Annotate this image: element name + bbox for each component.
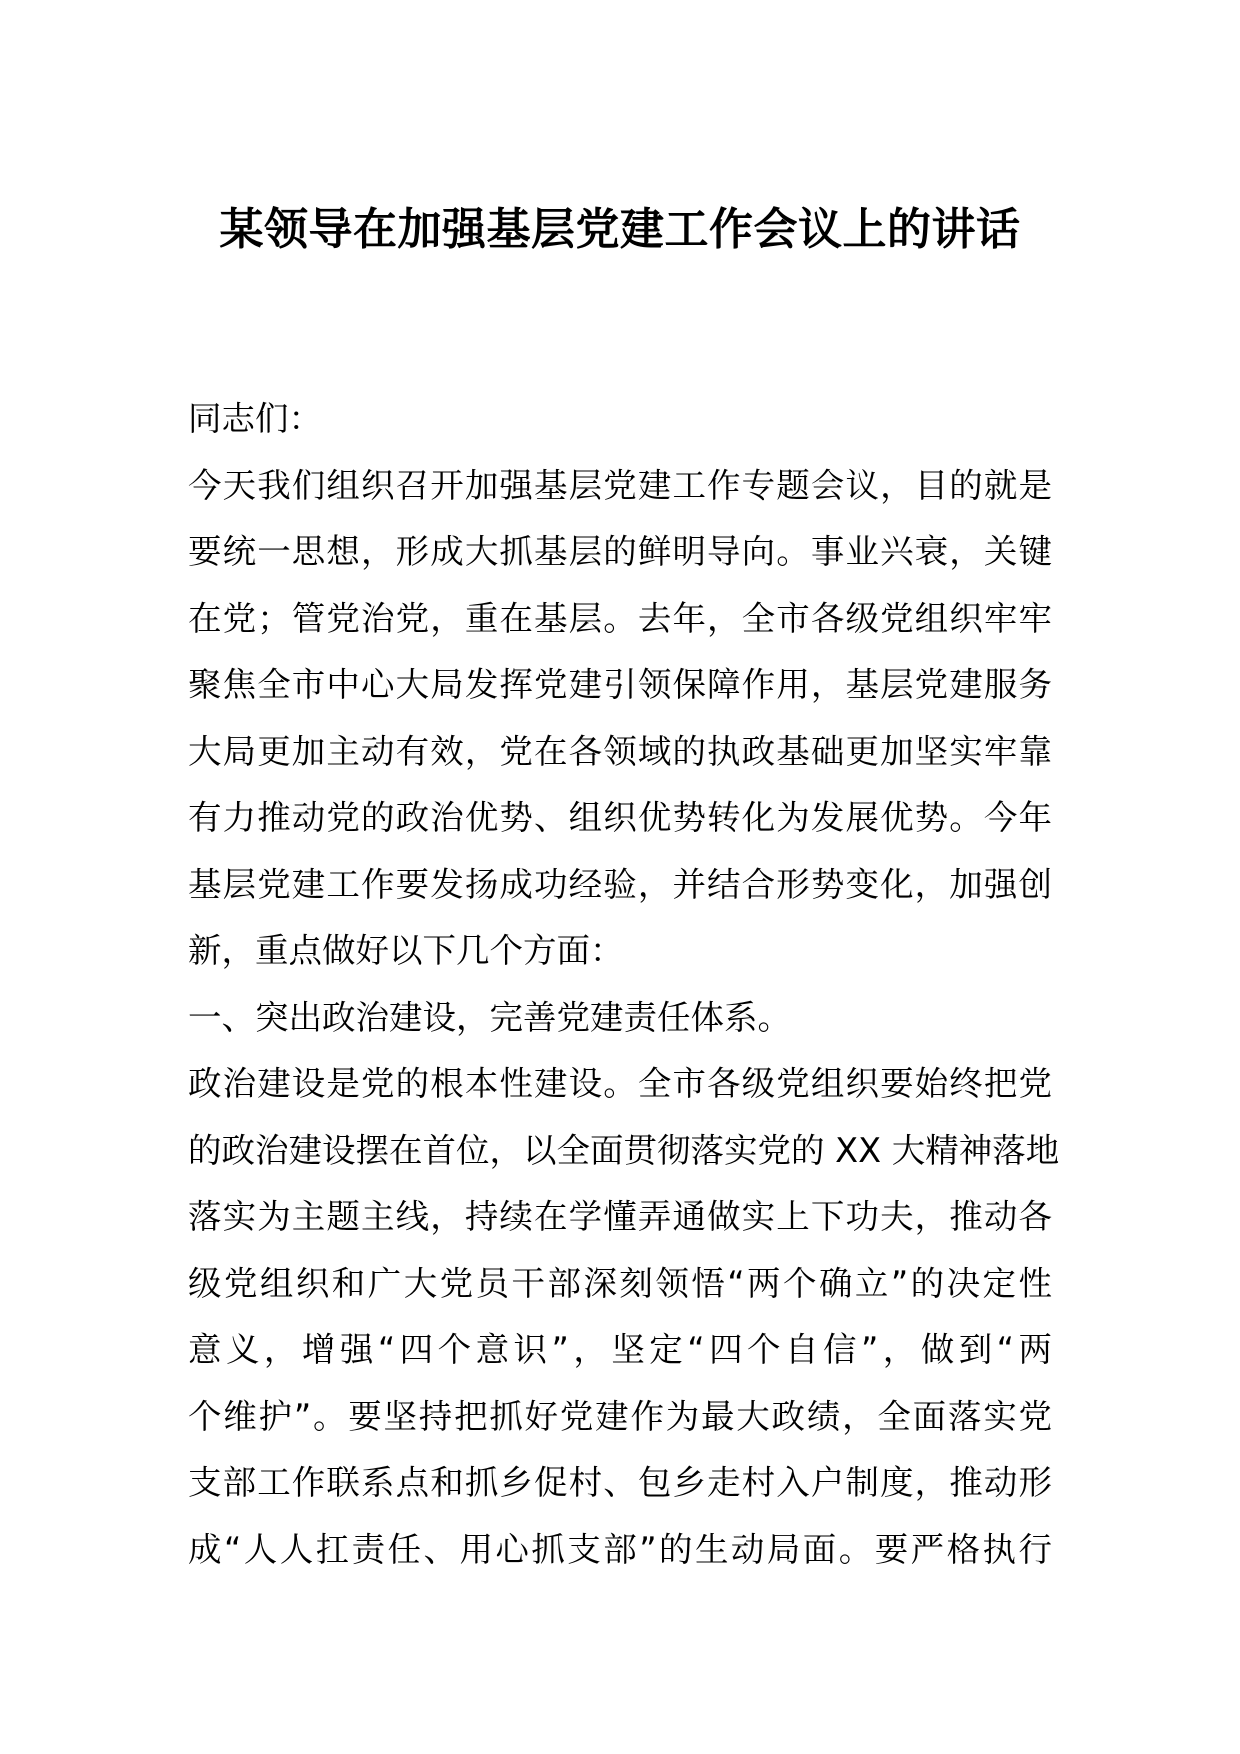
paragraph-line: 落实为主题主线，持续在学懂弄通做实上下功夫，推动各 [188, 1197, 1052, 1236]
paragraph-line: 意义，增强“四个意识”，坚定“四个自信”，做到“两 [188, 1330, 1052, 1369]
paragraph-line: 新，重点做好以下几个方面： [188, 931, 624, 970]
paragraph-line: 大局更加主动有效，党在各领域的执政基础更加坚实牢靠 [188, 731, 1052, 771]
paragraph-line: 成“人人扛责任、用心抓支部”的生动局面。要严格执行 [188, 1529, 1052, 1569]
document-title: 某领导在加强基层党建工作会议上的讲话 [219, 204, 1021, 255]
paragraph-line: 的政治建设摆在首位，以全面贯彻落实党的 XX 大精神落地 [188, 1130, 1060, 1170]
paragraph-line: 级党组织和广大党员干部深刻领悟“两个确立”的决定性 [188, 1263, 1052, 1303]
paragraph-line: 支部工作联系点和抓乡促村、包乡走村入户制度，推动形 [188, 1463, 1052, 1502]
paragraph-line: 基层党建工作要发扬成功经验，并结合形势变化，加强创 [188, 864, 1052, 904]
document-body [188, 386, 1060, 1583]
paragraph-line: 个维护”。要坚持把抓好党建作为最大政绩，全面落实党 [188, 1396, 1052, 1436]
paragraph-line: 要统一思想，形成大抓基层的鲜明导向。事业兴衰，关键 [188, 532, 1052, 571]
salutation-line: 同志们： [188, 399, 322, 438]
paragraph-line: 聚焦全市中心大局发挥党建引领保障作用，基层党建服务 [188, 665, 1052, 704]
paragraph-line: 有力推动党的政治优势、组织优势转化为发展优势。今年 [188, 798, 1052, 837]
paragraph-line: 政治建设是党的根本性建设。全市各级党组织要始终把党 [188, 1064, 1052, 1103]
paragraph-line: 今天我们组织召开加强基层党建工作专题会议，目的就是 [188, 465, 1052, 505]
section-heading: 一、突出政治建设，完善党建责任体系。 [188, 997, 791, 1037]
paragraph-line: 在党；管党治党，重在基层。去年，全市各级党组织牢牢 [188, 598, 1052, 638]
